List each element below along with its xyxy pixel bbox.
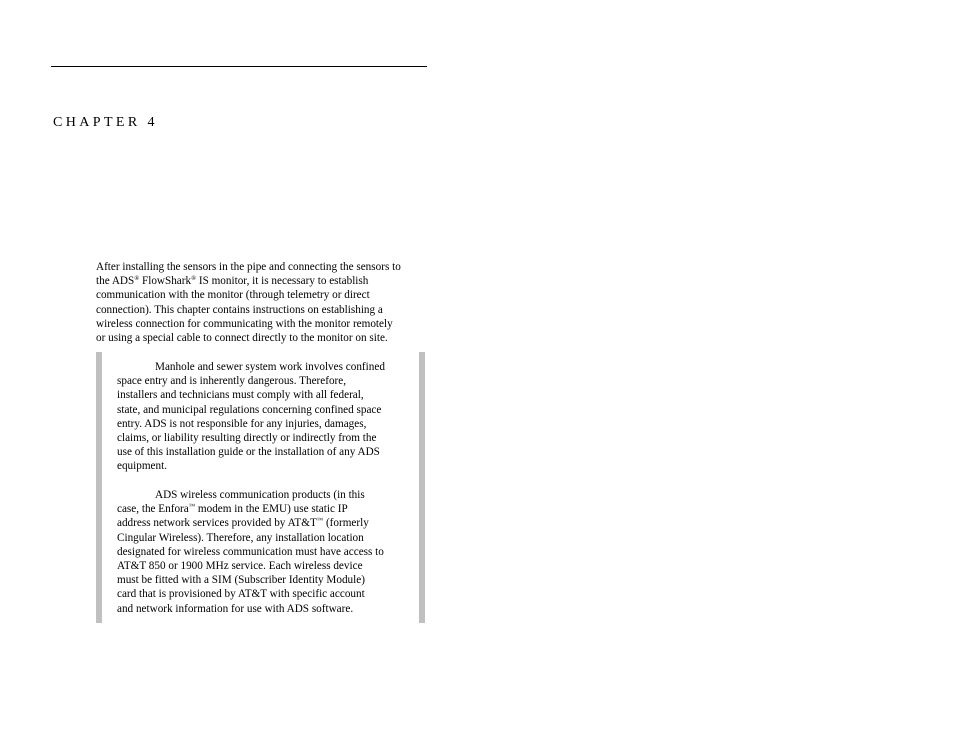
wireless-line-8: card that is provisioned by AT&T with specific account (117, 588, 365, 601)
safety-line-1: Manhole and sewer system work involves confined (155, 361, 385, 373)
intro-line-2 (96, 274, 428, 288)
wireless-line-6: AT&T 850 or 1900 MHz service. Each wireless device (117, 560, 363, 573)
top-rule (51, 66, 427, 67)
intro-paragraph (96, 260, 428, 345)
wireless-line-7: must be fitted with a SIM (Subscriber Identity Module) (117, 574, 365, 587)
safety-line-5: entry. ADS is not responsible for any injuries, damages, (117, 417, 367, 430)
intro-line-3: communication with the monitor (through telemetry or direct (96, 289, 370, 302)
intro-text-monitor: IS monitor, it is necessary to establish (196, 275, 369, 288)
safety-line-4: state, and municipal regulations concerning confined space (117, 403, 382, 416)
registered-mark: ® (134, 275, 140, 283)
wireless-line-5: designated for wireless communication must have access to (117, 545, 384, 558)
wireless-line-1: ADS wireless communication products (in this (155, 489, 365, 501)
safety-line-7: use of this installation guide or the installation of any ADS (117, 446, 380, 459)
trademark-mark: ™ (316, 517, 324, 525)
intro-text-ads: the ADS (96, 275, 135, 288)
intro-line-1: After installing the sensors in the pipe and connecting the sensors to (96, 261, 401, 273)
wireless-text-enfora: case, the Enfora (117, 503, 189, 516)
chapter-heading: CHAPTER 4 (53, 115, 158, 130)
wireless-line-3 (117, 516, 417, 530)
safety-notice (117, 360, 417, 474)
wireless-notice (117, 488, 417, 616)
safety-line-3: installers and technicians must comply with all federal, (117, 389, 364, 402)
safety-line-8: equipment. (117, 460, 168, 473)
wireless-text-modem: modem in the EMU) use static IP (195, 503, 348, 516)
safety-line-2: space entry and is inherently dangerous. Therefore, (117, 375, 347, 388)
wireless-line-4: Cingular Wireless). Therefore, any installation location (117, 531, 364, 544)
wireless-line-9: and network information for use with ADS software. (117, 602, 354, 615)
intro-line-6: or using a special cable to connect directly to the monitor on site. (96, 332, 388, 345)
registered-mark: ® (191, 275, 197, 283)
intro-line-4: connection). This chapter contains instructions on establishing a (96, 303, 383, 316)
wireless-line-2 (117, 502, 417, 516)
safety-line-6: claims, or liability resulting directly or indirectly from the (117, 432, 377, 445)
wireless-text-att: address network services provided by AT&T (117, 517, 317, 530)
wireless-text-formerly: (formerly (323, 517, 369, 530)
intro-line-5: wireless connection for communicating with the monitor remotely (96, 317, 393, 330)
intro-text-flowshark: FlowShark (139, 275, 192, 288)
trademark-mark: ™ (188, 503, 196, 511)
